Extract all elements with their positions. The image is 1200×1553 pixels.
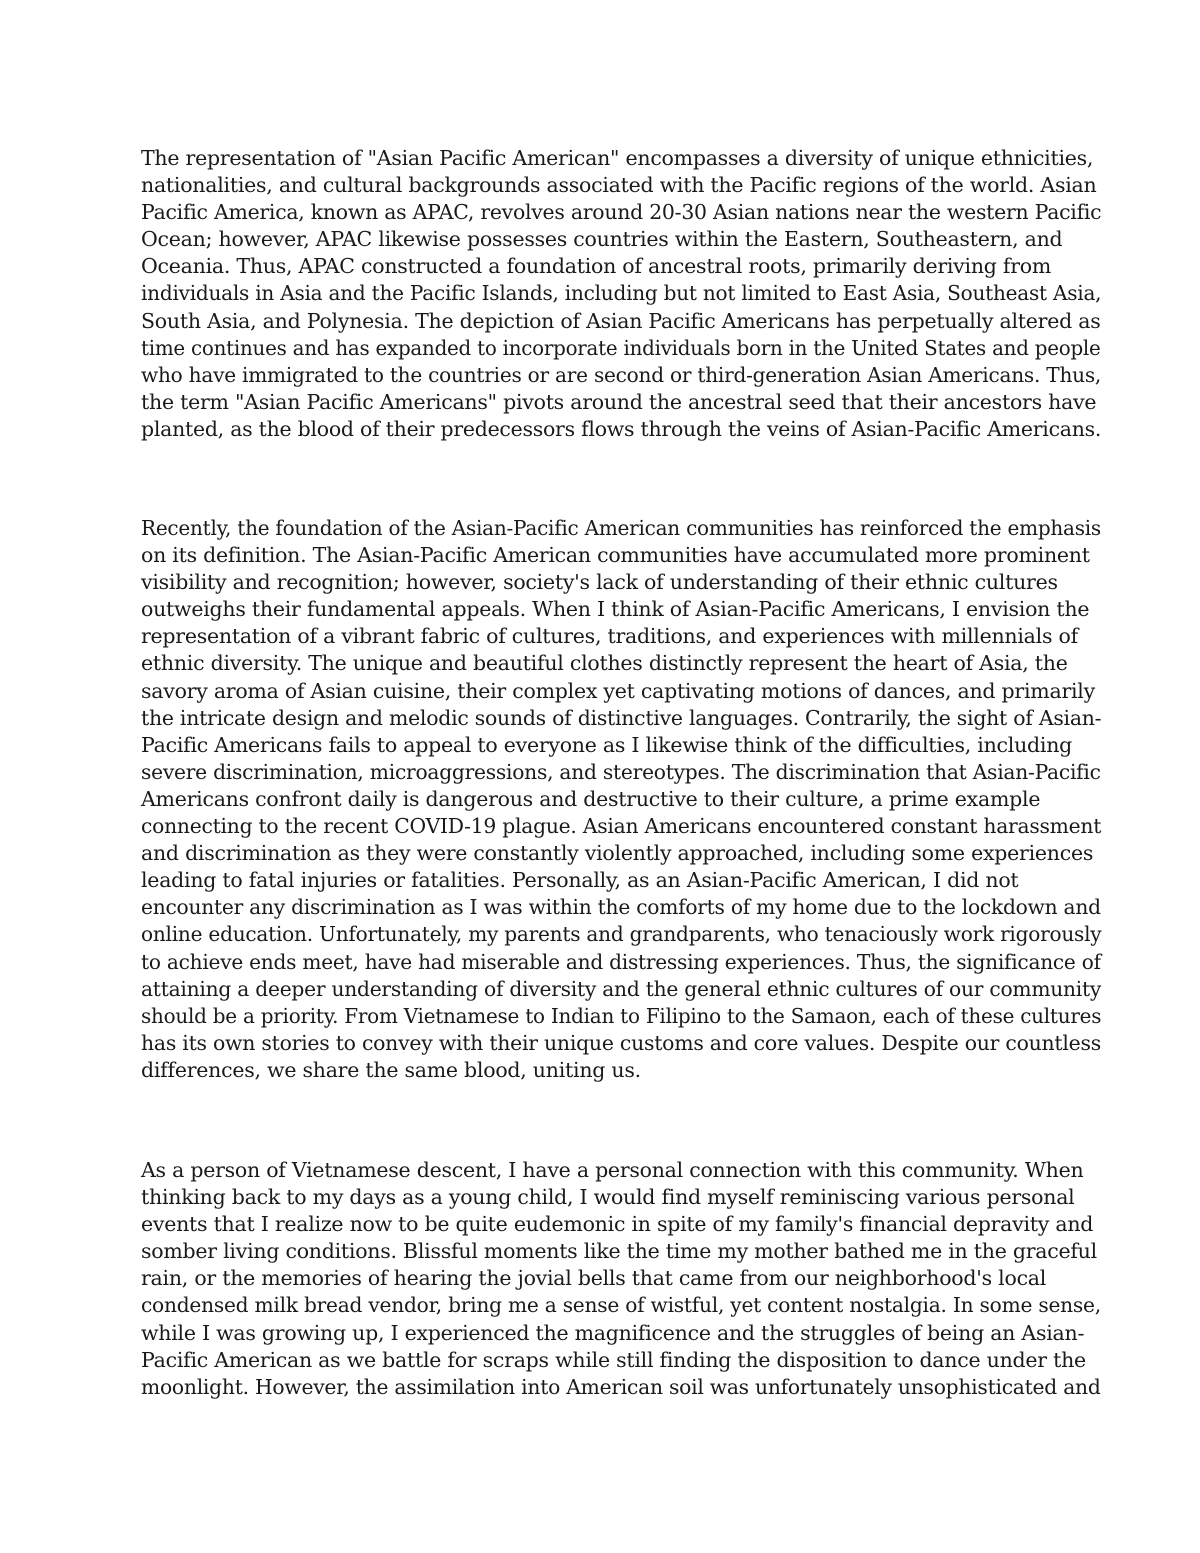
text-line: somber living conditions. Blissful moments like the time my mother bathed me in the graceful bbox=[141, 1239, 1097, 1264]
text-line: representation of a vibrant fabric of cultures, traditions, and experiences with millennials of bbox=[141, 624, 1078, 649]
text-line: connecting to the recent COVID-19 plague. Asian Americans encountered constant harassment bbox=[141, 814, 1102, 839]
text-line: differences, we share the same blood, uniting us. bbox=[141, 1057, 641, 1082]
text-line: planted, as the blood of their predecessors flows through the veins of Asian-Pacific Americans. bbox=[141, 416, 1102, 441]
text-line: The representation of "Asian Pacific American" encompasses a diversity of unique ethnicities, bbox=[141, 146, 1094, 170]
text-line: moonlight. However, the assimilation into American soil was unfortunately unsophisticated and bbox=[141, 1374, 1101, 1399]
paragraph-2 bbox=[141, 515, 1101, 1084]
paragraph-3 bbox=[141, 1157, 1101, 1401]
text-line: online education. Unfortunately, my parents and grandparents, who tenaciously work rigorously bbox=[141, 922, 1102, 947]
text-line: Oceania. Thus, APAC constructed a foundation of ancestral roots, primarily deriving from bbox=[141, 254, 1052, 279]
text-line: outweighs their fundamental appeals. When I think of Asian-Pacific Americans, I envision the bbox=[141, 597, 1090, 622]
paragraph-1 bbox=[141, 145, 1101, 443]
text-line: ethnic diversity. The unique and beautiful clothes distinctly represent the heart of Asia, the bbox=[141, 651, 1068, 676]
text-line: condensed milk bread vendor, bring me a sense of wistful, yet content nostalgia. In some sense, bbox=[141, 1293, 1101, 1318]
text-line: Pacific Americans fails to appeal to everyone as I likewise think of the difficulties, including bbox=[141, 732, 1073, 757]
text-line: severe discrimination, microaggressions, and stereotypes. The discrimination that Asian-Pacific bbox=[141, 759, 1101, 784]
text-line: who have immigrated to the countries or are second or third-generation Asian Americans. Thus, bbox=[141, 362, 1102, 387]
text-line: leading to fatal injuries or fatalities. Personally, as an Asian-Pacific American, I did not bbox=[141, 868, 1019, 893]
text-line: visibility and recognition; however, society's lack of understanding of their ethnic cultures bbox=[141, 570, 1058, 595]
text-line: Pacific American as we battle for scraps while still finding the disposition to dance under the bbox=[141, 1347, 1086, 1372]
text-line: while I was growing up, I experienced the magnificence and the struggles of being an Asian- bbox=[141, 1320, 1085, 1345]
text-line: Recently, the foundation of the Asian-Pacific American communities has reinforced the emphasis bbox=[141, 516, 1101, 540]
text-line: should be a priority. From Vietnamese to Indian to Filipino to the Samaon, each of these cultures bbox=[141, 1003, 1102, 1028]
text-line: rain, or the memories of hearing the jovial bells that came from our neighborhood's local bbox=[141, 1266, 1047, 1291]
text-line: Americans confront daily is dangerous and destructive to their culture, a prime example bbox=[141, 786, 1041, 811]
text-line: nationalities, and cultural backgrounds associated with the Pacific regions of the world. Asian bbox=[141, 173, 1097, 198]
text-line: on its definition. The Asian-Pacific American communities have accumulated more prominent bbox=[141, 543, 1090, 568]
text-line: thinking back to my days as a young child, I would find myself reminiscing various personal bbox=[141, 1185, 1075, 1210]
text-line: Ocean; however, APAC likewise possesses countries within the Eastern, Southeastern, and bbox=[141, 227, 1063, 252]
text-line: South Asia, and Polynesia. The depiction of Asian Pacific Americans has perpetually altered as bbox=[141, 308, 1101, 333]
text-line: the intricate design and melodic sounds of distinctive languages. Contrarily, the sight of Asian- bbox=[141, 705, 1102, 730]
text-line: savory aroma of Asian cuisine, their complex yet captivating motions of dances, and primarily bbox=[141, 678, 1095, 703]
text-line: the term "Asian Pacific Americans" pivots around the ancestral seed that their ancestors have bbox=[141, 389, 1097, 414]
text-line: time continues and has expanded to incorporate individuals born in the United States and people bbox=[141, 335, 1101, 360]
text-line: attaining a deeper understanding of diversity and the general ethnic cultures of our community bbox=[141, 976, 1102, 1001]
text-line: has its own stories to convey with their unique customs and core values. Despite our countless bbox=[141, 1030, 1101, 1055]
text-line: and discrimination as they were constantly violently approached, including some experiences bbox=[141, 841, 1094, 866]
text-line: individuals in Asia and the Pacific Islands, including but not limited to East Asia, Southeast Asia, bbox=[141, 281, 1102, 306]
text-line: to achieve ends meet, have had miserable and distressing experiences. Thus, the significance of bbox=[141, 949, 1101, 974]
text-line: As a person of Vietnamese descent, I have a personal connection with this community. When bbox=[141, 1158, 1084, 1182]
text-line: Pacific America, known as APAC, revolves around 20-30 Asian nations near the western Pacific bbox=[141, 200, 1102, 225]
text-line: events that I realize now to be quite eudemonic in spite of my family's financial depravity and bbox=[141, 1212, 1094, 1237]
text-line: encounter any discrimination as I was within the comforts of my home due to the lockdown and bbox=[141, 895, 1101, 920]
